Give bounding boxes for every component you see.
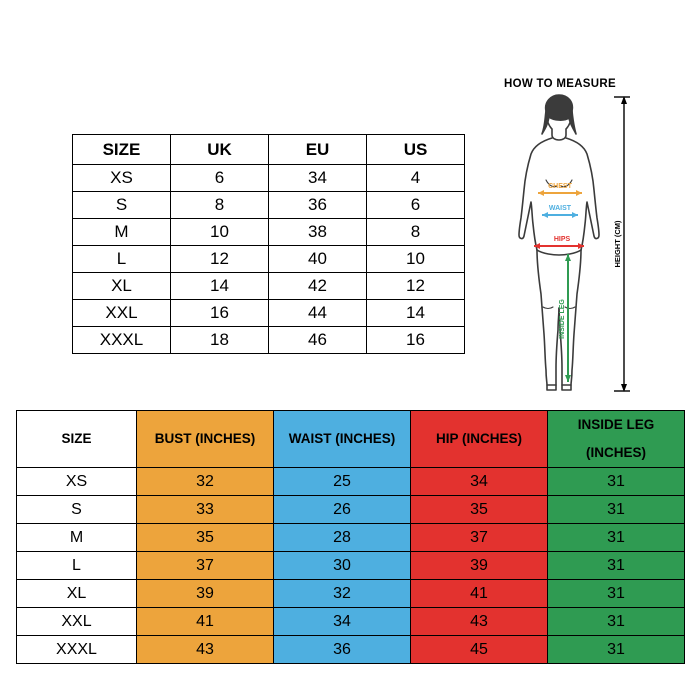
cell-inside-leg: 31: [548, 552, 685, 580]
column-header-size: SIZE: [73, 135, 171, 165]
cell-size: XXL: [17, 608, 137, 636]
column-header-us: US: [367, 135, 465, 165]
cell-us: 10: [367, 246, 465, 273]
cell-us: 6: [367, 192, 465, 219]
cell-size: XS: [73, 165, 171, 192]
cell-size: M: [73, 219, 171, 246]
cell-eu: 44: [269, 300, 367, 327]
cell-hip: 41: [411, 580, 548, 608]
cell-size: XXXL: [73, 327, 171, 354]
chest-label: CHEST: [548, 183, 572, 190]
table-row: [73, 273, 465, 300]
cell-bust: 41: [137, 608, 274, 636]
height-label: HEIGHT (CM): [613, 220, 622, 268]
cell-hip: 34: [411, 468, 548, 496]
waist-label: WAIST: [548, 205, 572, 212]
cell-uk: 12: [171, 246, 269, 273]
cell-bust: 32: [137, 468, 274, 496]
table-row: [73, 192, 465, 219]
body-measurement-diagram: [490, 94, 650, 394]
table-row: [73, 219, 465, 246]
column-header-uk: UK: [171, 135, 269, 165]
cell-uk: 8: [171, 192, 269, 219]
cell-us: 12: [367, 273, 465, 300]
cell-inside-leg: 31: [548, 496, 685, 524]
cell-hip: 35: [411, 496, 548, 524]
how-to-measure-panel: [490, 78, 650, 398]
table-row: [73, 300, 465, 327]
table-row: [73, 246, 465, 273]
table-row: [17, 496, 685, 524]
cell-us: 8: [367, 219, 465, 246]
chest-measure-arrow: [538, 183, 582, 196]
cell-eu: 42: [269, 273, 367, 300]
hips-label: HIPS: [553, 236, 571, 243]
cell-waist: 32: [274, 580, 411, 608]
cell-uk: 16: [171, 300, 269, 327]
table-row: [73, 327, 465, 354]
cell-bust: 43: [137, 636, 274, 664]
cell-hip: 43: [411, 608, 548, 636]
cell-waist: 28: [274, 524, 411, 552]
table-row: [17, 580, 685, 608]
cell-inside-leg: 31: [548, 468, 685, 496]
how-to-measure-title: HOW TO MEASURE: [504, 78, 616, 90]
cell-inside-leg: 31: [548, 636, 685, 664]
waist-measure-arrow: [542, 205, 578, 218]
column-header-inside-leg: INSIDE LEG (INCHES): [548, 411, 685, 468]
cell-us: 4: [367, 165, 465, 192]
table-row: [17, 608, 685, 636]
column-header-size: SIZE: [17, 411, 137, 468]
cell-size: M: [17, 524, 137, 552]
cell-size: S: [73, 192, 171, 219]
cell-size: XL: [73, 273, 171, 300]
cell-us: 14: [367, 300, 465, 327]
cell-size: L: [17, 552, 137, 580]
cell-size: XL: [17, 580, 137, 608]
table-header-row: [17, 411, 685, 468]
cell-bust: 33: [137, 496, 274, 524]
cell-inside-leg: 31: [548, 608, 685, 636]
cell-eu: 38: [269, 219, 367, 246]
column-header-eu: EU: [269, 135, 367, 165]
cell-hip: 39: [411, 552, 548, 580]
cell-us: 16: [367, 327, 465, 354]
cell-eu: 40: [269, 246, 367, 273]
table-row: [17, 552, 685, 580]
cell-uk: 10: [171, 219, 269, 246]
cell-bust: 37: [137, 552, 274, 580]
cell-size: XXL: [73, 300, 171, 327]
table-row: [17, 524, 685, 552]
cell-size: XS: [17, 468, 137, 496]
inside-leg-label: INSIDE LEG: [559, 299, 566, 339]
table-row: [17, 636, 685, 664]
cell-hip: 37: [411, 524, 548, 552]
column-header-bust: BUST (INCHES): [137, 411, 274, 468]
size-conversion-table: [72, 134, 465, 354]
height-measure-arrow: [613, 96, 630, 392]
column-header-waist: WAIST (INCHES): [274, 411, 411, 468]
body-measurements-table: [16, 410, 685, 664]
cell-waist: 36: [274, 636, 411, 664]
cell-inside-leg: 31: [548, 580, 685, 608]
hips-measure-arrow: [534, 236, 584, 249]
table-row: [17, 468, 685, 496]
cell-size: S: [17, 496, 137, 524]
cell-inside-leg: 31: [548, 524, 685, 552]
cell-uk: 6: [171, 165, 269, 192]
table-row: [73, 165, 465, 192]
cell-uk: 14: [171, 273, 269, 300]
cell-eu: 36: [269, 192, 367, 219]
cell-waist: 26: [274, 496, 411, 524]
cell-waist: 30: [274, 552, 411, 580]
cell-eu: 34: [269, 165, 367, 192]
cell-waist: 25: [274, 468, 411, 496]
cell-eu: 46: [269, 327, 367, 354]
cell-bust: 35: [137, 524, 274, 552]
inside-leg-measure-arrow: [559, 254, 571, 382]
table-header-row: [73, 135, 465, 165]
cell-size: L: [73, 246, 171, 273]
cell-hip: 45: [411, 636, 548, 664]
cell-uk: 18: [171, 327, 269, 354]
cell-waist: 34: [274, 608, 411, 636]
cell-size: XXXL: [17, 636, 137, 664]
cell-bust: 39: [137, 580, 274, 608]
column-header-hip: HIP (INCHES): [411, 411, 548, 468]
